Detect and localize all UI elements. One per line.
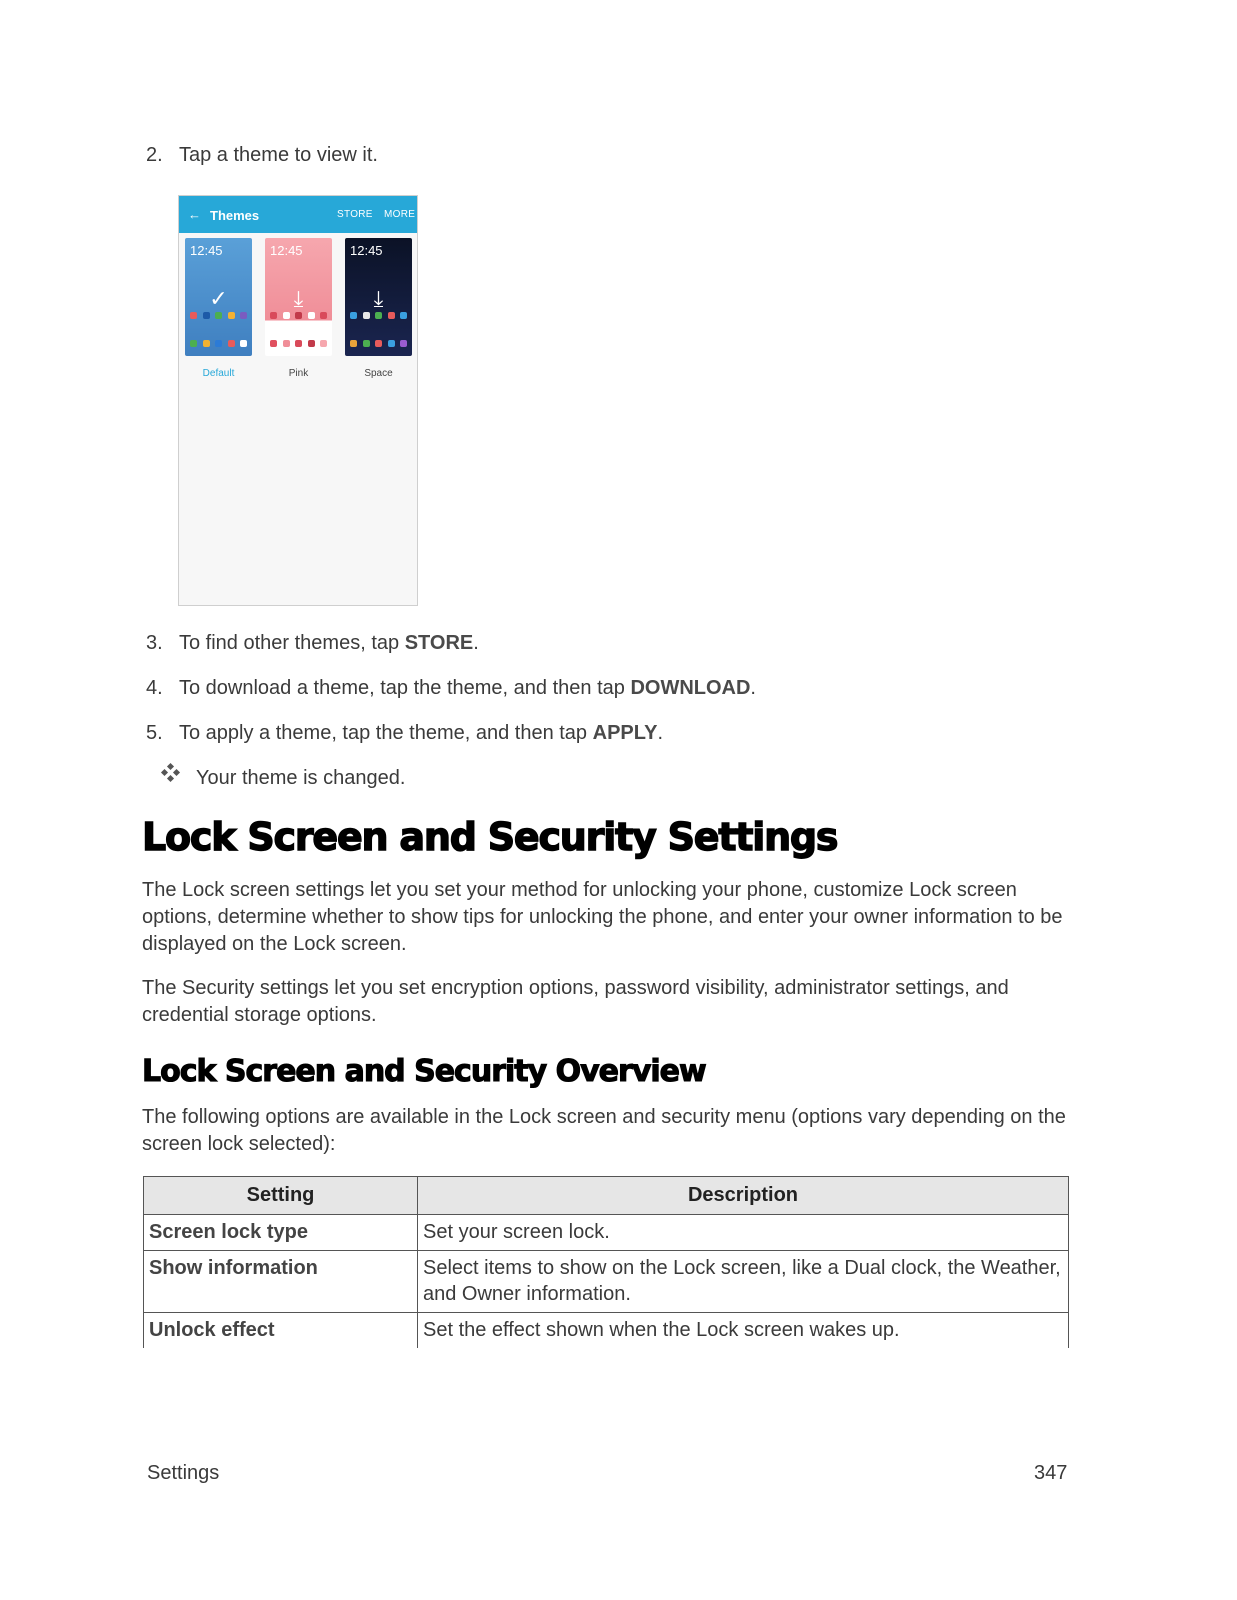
app-icon-row [270,312,327,321]
theme-clock: 12:45 [190,243,223,258]
step-2 [146,143,846,167]
theme-label-pink: Pink [288,368,309,379]
download-icon: ⤓ [293,286,304,311]
step-number: 3. [146,632,163,654]
app-icon-row [350,312,407,321]
download-icon: ⤓ [373,286,384,311]
subsection-heading: Lock Screen and Security Overview [142,1054,706,1089]
theme-clock: 12:45 [350,243,383,258]
theme-thumbnail-default[interactable] [185,238,252,356]
check-icon: ✓ [209,286,228,311]
step-text-tail: . [657,722,664,744]
step-text-tail: . [750,677,756,699]
step-text [179,676,756,700]
themes-title: Themes [210,208,260,223]
dock-icon-row [270,340,327,349]
setting-name: Screen lock type [144,1215,418,1251]
step-3 [146,631,946,655]
setting-name: Unlock effect [144,1313,418,1349]
theme-label-default: Default [202,368,235,379]
column-header-setting: Setting [144,1177,418,1215]
step-number: 2. [146,144,163,166]
step-text-plain: To download a theme, tap the theme, and then tap [179,677,631,699]
table-row [144,1215,1069,1251]
back-arrow-icon[interactable]: ← [188,207,201,222]
table-row [144,1313,1069,1349]
themes-screenshot [178,195,418,606]
step-text [179,631,479,655]
dock-icon-row [350,340,407,349]
step-number: 5. [146,722,163,744]
page-number: 347 [1034,1462,1068,1484]
setting-description: Set your screen lock. [418,1215,1069,1251]
step-keyword: DOWNLOAD [630,677,751,699]
result-bullet-icon [159,762,181,784]
theme-clock: 12:45 [270,243,303,258]
theme-label-space: Space [364,368,393,379]
settings-table [143,1176,1069,1348]
step-keyword: APPLY [592,722,658,744]
step-text-plain: To apply a theme, tap the theme, and then tap [179,722,593,744]
table-header-row [144,1177,1069,1215]
security-paragraph: The Security settings let you set encryption options, password visibility, administrator settings, and credential storage options. [142,977,1009,1026]
overview-paragraph: The following options are available in the Lock screen and security menu (options vary depending on the screen lock selected): [142,1106,1066,1155]
theme-thumbnail-pink[interactable] [265,238,332,356]
setting-description: Select items to show on the Lock screen, like a Dual clock, the Weather, and Owner information. [418,1251,1069,1313]
table-row [144,1251,1069,1313]
store-button[interactable]: STORE [337,209,373,220]
step-keyword: STORE [404,632,474,654]
section-heading: Lock Screen and Security Settings [142,815,838,859]
step-number: 4. [146,677,163,699]
theme-thumbnail-space[interactable] [345,238,412,356]
footer-section: Settings [147,1462,220,1484]
step-text [179,721,663,745]
app-icon-row [190,312,247,321]
step-5 [146,721,946,745]
lock-screen-paragraph: The Lock screen settings let you set your method for unlocking your phone, customize Lock screen options, determine whether to show tips for unlocking the phone, and enter your owner information to be displayed on the Lock screen. [142,879,1063,955]
dock-icon-row [190,340,247,349]
result-text: Your theme is changed. [196,767,406,789]
step-text: Tap a theme to view it. [179,144,378,166]
step-text-plain: To find other themes, tap [179,632,405,654]
setting-name: Show information [144,1251,418,1313]
step-4 [146,676,946,700]
more-button[interactable]: MORE [384,209,416,220]
step-text-tail: . [473,632,479,654]
column-header-description: Description [418,1177,1069,1215]
setting-description: Set the effect shown when the Lock screen wakes up. [418,1313,1069,1349]
themes-app-bar [179,196,417,233]
